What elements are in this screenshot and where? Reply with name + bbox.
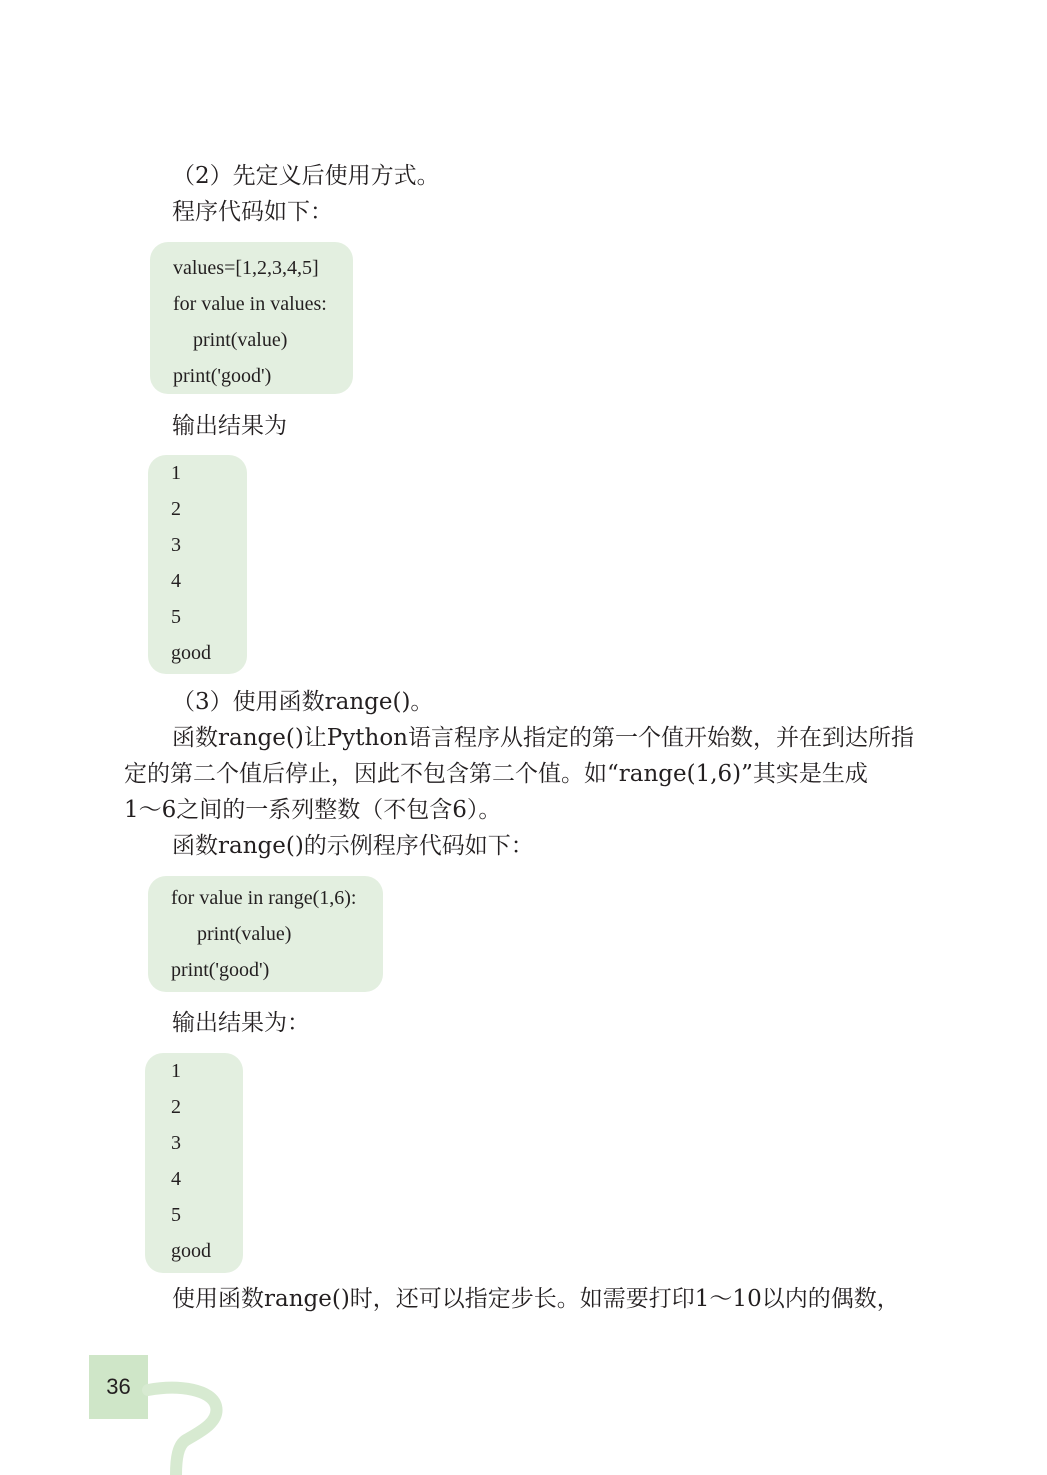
code-block-2 xyxy=(148,876,383,992)
code-line: for value in values: xyxy=(173,293,327,315)
output-block-2 xyxy=(145,1053,243,1273)
output-label-2: 输出结果为： xyxy=(172,1010,310,1036)
output-line: good xyxy=(171,1240,211,1262)
code-intro-1: 程序代码如下： xyxy=(172,199,333,225)
code-line: print('good') xyxy=(173,365,272,387)
paragraph-line: 定的第二个值后停止，因此不包含第二个值。如“range(1,6)”其实是生成 xyxy=(124,761,868,787)
output-line: good xyxy=(171,642,211,664)
output-line: 4 xyxy=(171,570,181,592)
output-line: 3 xyxy=(171,1132,181,1154)
code-line: print('good') xyxy=(171,959,270,981)
range-paragraph xyxy=(124,720,914,828)
question-mark-decoration xyxy=(140,1380,240,1475)
page-number: 36 xyxy=(89,1355,148,1419)
output-line: 3 xyxy=(171,534,181,556)
output-line: 1 xyxy=(171,462,181,484)
output-line: 2 xyxy=(171,1096,181,1118)
section-heading-3: （3）使用函数range()。 xyxy=(172,689,434,715)
code-intro-2: 函数range()的示例程序代码如下： xyxy=(172,833,534,859)
output-line: 5 xyxy=(171,1204,181,1226)
output-block-1 xyxy=(148,455,247,674)
last-paragraph-line: 使用函数range()时，还可以指定步长。如需要打印1～10以内的偶数， xyxy=(172,1286,900,1312)
paragraph-line: 1～6之间的一系列整数（不包含6）。 xyxy=(124,797,502,823)
output-line: 2 xyxy=(171,498,181,520)
code-line: values=[1,2,3,4,5] xyxy=(173,257,319,279)
paragraph-line: 函数range()让Python语言程序从指定的第一个值开始数，并在到达所指 xyxy=(172,725,914,751)
code-line: for value in range(1,6): xyxy=(171,887,357,909)
output-line: 4 xyxy=(171,1168,181,1190)
output-label-1: 输出结果为 xyxy=(172,413,287,439)
output-line: 5 xyxy=(171,606,181,628)
code-line: print(value) xyxy=(197,923,292,945)
code-block-1 xyxy=(150,242,353,394)
code-line: print(value) xyxy=(193,329,288,351)
output-line: 1 xyxy=(171,1060,181,1082)
section-heading-2: （2）先定义后使用方式。 xyxy=(172,163,440,189)
